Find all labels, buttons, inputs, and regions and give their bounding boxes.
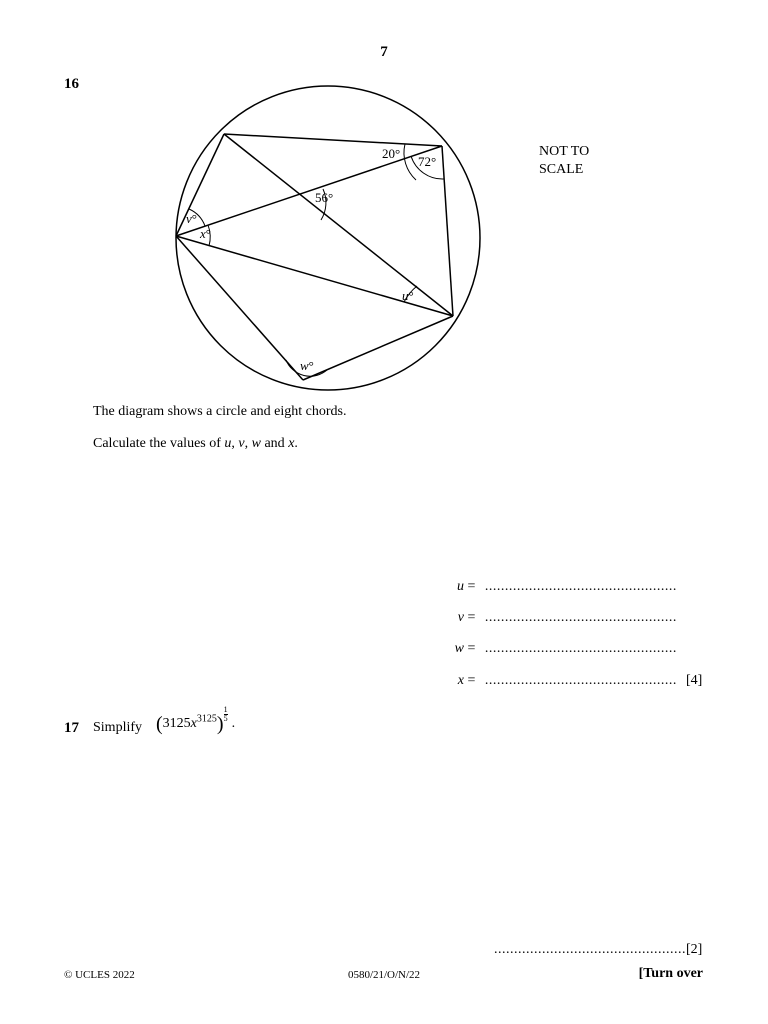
expr-end: . bbox=[231, 716, 236, 731]
q17-text: Simplify bbox=[93, 720, 143, 735]
q16-marks: [4] bbox=[686, 673, 703, 688]
chord-bc bbox=[442, 146, 453, 316]
answer-var-u: u bbox=[457, 579, 464, 594]
chord-cd bbox=[303, 316, 453, 380]
answer-eq-v: = bbox=[467, 610, 476, 625]
answer-line-x[interactable] bbox=[430, 673, 677, 689]
answer-eq-w: = bbox=[467, 641, 476, 656]
answer-var-v: v bbox=[457, 610, 464, 625]
q16-instruction-and: and bbox=[260, 436, 289, 451]
q16-instruction-end: . bbox=[294, 436, 298, 451]
circle-chords-svg bbox=[160, 90, 500, 390]
label-20: 20° bbox=[382, 146, 401, 161]
chord-ec bbox=[176, 236, 453, 316]
turn-over: [Turn over bbox=[638, 966, 703, 981]
label-v: v° bbox=[186, 211, 197, 226]
q16-instruction-w: w bbox=[251, 436, 261, 451]
q16-instruction-x: x bbox=[288, 436, 295, 451]
q17-expression bbox=[156, 705, 236, 746]
page-number: 7 bbox=[380, 44, 388, 60]
q17-marks: [2] bbox=[686, 942, 703, 957]
label-56: 56° bbox=[315, 190, 334, 205]
chord-ab bbox=[224, 134, 442, 146]
answer-dots-v[interactable]: ................................................ bbox=[484, 610, 677, 625]
answer-eq-x: = bbox=[467, 673, 476, 688]
q16-instruction bbox=[93, 436, 298, 452]
label-x: x° bbox=[200, 226, 211, 241]
open-paren: ( bbox=[156, 713, 163, 735]
answer-dots-x[interactable]: ................................................ bbox=[484, 673, 677, 688]
answer-var-x: x bbox=[457, 673, 464, 688]
label-72: 72° bbox=[418, 154, 437, 169]
q16-statement: The diagram shows a circle and eight chords. bbox=[93, 404, 347, 419]
footer-copyright: © UCLES 2022 bbox=[64, 969, 135, 981]
chord-de bbox=[176, 236, 303, 380]
expr-var: x bbox=[190, 716, 197, 731]
question-17-number: 17 bbox=[64, 720, 79, 736]
answer-dots-u[interactable]: ................................................ bbox=[484, 579, 677, 594]
q16-instruction-sep2: , bbox=[244, 436, 252, 451]
chord-eb bbox=[176, 146, 442, 236]
answer-line-u[interactable] bbox=[430, 579, 677, 595]
circle-diagram bbox=[160, 90, 500, 390]
not-to-scale-note bbox=[539, 143, 589, 179]
expr-outer-num: 1 bbox=[223, 705, 228, 714]
chord-ea bbox=[176, 134, 224, 236]
q16-instruction-u: u bbox=[224, 436, 232, 451]
q16-instruction-v: v bbox=[238, 436, 245, 451]
q16-instruction-sep1: , bbox=[231, 436, 239, 451]
expr-base: 3125 bbox=[162, 716, 191, 731]
arc-20 bbox=[404, 144, 416, 180]
answer-line-v[interactable] bbox=[430, 610, 677, 626]
expr-inner-exponent: 3125 bbox=[196, 713, 217, 725]
question-16-number: 16 bbox=[64, 76, 79, 92]
answer-eq-u: = bbox=[467, 579, 476, 594]
answer-dots-w[interactable]: ................................................ bbox=[484, 641, 677, 656]
label-u: u° bbox=[402, 288, 414, 303]
answer-dots-q17[interactable]: ................................................ bbox=[494, 942, 686, 957]
not-to-scale-line1: NOT TO bbox=[539, 144, 590, 159]
circle bbox=[176, 86, 480, 390]
answer-line-q17[interactable] bbox=[494, 942, 686, 958]
footer-code: 0580/21/O/N/22 bbox=[347, 969, 421, 981]
not-to-scale-line2: SCALE bbox=[539, 162, 584, 177]
answer-var-w: w bbox=[454, 641, 464, 656]
label-w: w° bbox=[300, 358, 314, 373]
answer-line-w[interactable] bbox=[430, 641, 677, 657]
close-paren: ) bbox=[216, 713, 224, 735]
q16-instruction-prefix: Calculate the values of bbox=[93, 436, 225, 451]
expr-outer-den: 5 bbox=[223, 714, 228, 723]
expr-outer-exponent bbox=[224, 706, 228, 723]
